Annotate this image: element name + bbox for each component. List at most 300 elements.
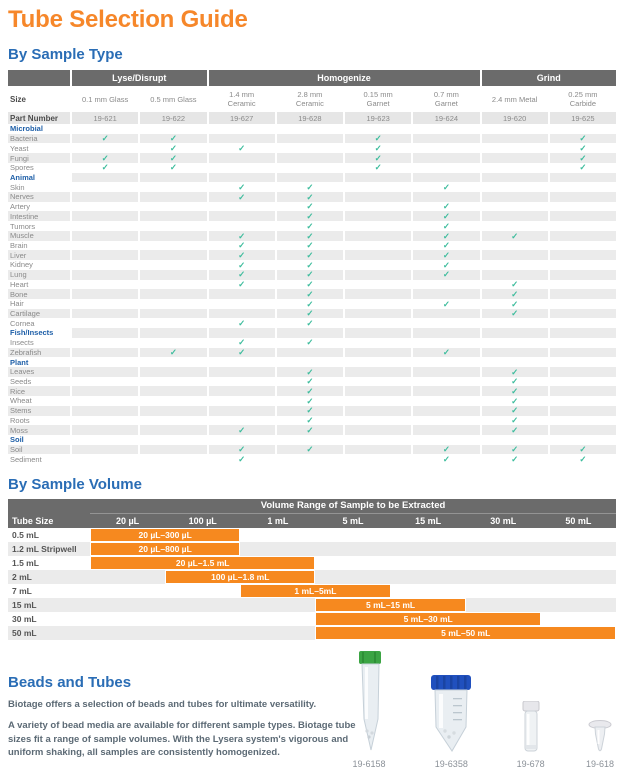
sample-row: [8, 202, 616, 212]
check-cell: [72, 328, 138, 338]
checkmark-icon: ✓: [306, 289, 314, 299]
check-cell: [277, 211, 343, 221]
sample-row: [8, 182, 616, 192]
check-cell: [72, 280, 138, 290]
sample-row: [8, 338, 616, 348]
volume-bar-area: [90, 598, 616, 612]
checkmark-icon: ✓: [442, 444, 450, 455]
checkmark-icon: ✓: [101, 153, 109, 163]
check-cell: [140, 416, 206, 426]
check-cell: [140, 241, 206, 251]
tube-microtube-flanged-icon: [586, 720, 614, 755]
sample-row: [8, 221, 616, 231]
sample-label: Fungi: [8, 153, 70, 163]
sample-label: Insects: [10, 338, 34, 348]
check-cell: [345, 241, 411, 251]
check-cell: [413, 163, 479, 173]
check-cell: [413, 435, 479, 445]
sample-row: [8, 192, 616, 202]
check-cell: [209, 425, 275, 435]
check-cell: [413, 338, 479, 348]
check-cell: [345, 260, 411, 270]
part-number-row-label: Part Number: [8, 112, 70, 124]
check-cell: [482, 231, 548, 241]
checkmark-icon: ✓: [511, 279, 519, 290]
check-cell: [140, 192, 206, 202]
check-cell: [413, 318, 479, 328]
checkmark-icon: ✓: [169, 133, 177, 144]
checkmark-icon: ✓: [238, 230, 246, 241]
check-cell: [550, 435, 616, 445]
check-cell: [550, 153, 616, 163]
tube-15ml-green-cap-icon: [352, 651, 386, 755]
sample-row: [8, 289, 616, 299]
check-cell: [550, 338, 616, 348]
check-cell: [72, 231, 138, 241]
checkmark-icon: ✓: [511, 405, 519, 416]
checkmark-icon: ✓: [238, 444, 246, 455]
check-cell: [72, 153, 138, 163]
checkmark-icon: ✓: [238, 143, 246, 154]
check-cell: [209, 270, 275, 280]
check-cell: [277, 396, 343, 406]
tube-part-number: 19-678: [516, 759, 545, 770]
sample-label: Nerves: [8, 192, 70, 202]
check-cell: [345, 396, 411, 406]
sample-row: [8, 386, 616, 396]
check-cell: [277, 124, 343, 134]
checkmark-icon: ✓: [442, 211, 450, 222]
volume-row: [8, 584, 616, 598]
checkmark-icon: ✓: [442, 347, 450, 358]
volume-range-bar: 20 µL–1.5 mL: [90, 556, 315, 570]
section-heading-by-sample-volume: By Sample Volume: [8, 476, 142, 494]
checkmark-icon: ✓: [511, 425, 519, 435]
sample-label: Intestine: [8, 211, 70, 221]
check-cell: [140, 202, 206, 212]
check-cell: [413, 202, 479, 212]
check-cell: [209, 153, 275, 163]
sample-type-table-group-header: [8, 70, 616, 86]
check-cell: [482, 241, 548, 251]
checkmark-icon: ✓: [511, 289, 519, 299]
check-cell: [277, 406, 343, 416]
check-cell: [550, 377, 616, 387]
check-cell: [413, 280, 479, 290]
check-cell: [482, 435, 548, 445]
check-cell: [550, 221, 616, 231]
check-cell: [209, 250, 275, 260]
volume-bar-area: [90, 626, 616, 640]
check-cell: [140, 338, 206, 348]
sample-row: [8, 318, 616, 328]
check-cell: [482, 211, 548, 221]
checkmark-icon: ✓: [238, 192, 246, 202]
checkmark-icon: ✓: [306, 405, 314, 416]
check-cell: [482, 134, 548, 144]
checkmark-icon: ✓: [306, 240, 314, 251]
check-cell: [345, 445, 411, 455]
checkmark-icon: ✓: [238, 279, 246, 290]
sample-row: [8, 348, 616, 358]
check-cell: [209, 386, 275, 396]
check-cell: [413, 143, 479, 153]
part-number: 19-627: [209, 112, 275, 124]
check-cell: [72, 163, 138, 173]
volume-row: [8, 612, 616, 626]
checkmark-icon: ✓: [238, 269, 246, 280]
check-cell: [277, 134, 343, 144]
check-cell: [345, 386, 411, 396]
check-cell: [72, 396, 138, 406]
check-cell: [277, 445, 343, 455]
check-cell: [345, 328, 411, 338]
check-cell: [550, 143, 616, 153]
sample-type-table-body: [8, 124, 616, 464]
check-cell: [140, 367, 206, 377]
checkmark-icon: ✓: [306, 425, 314, 435]
check-cell: [413, 221, 479, 231]
check-cell: [277, 192, 343, 202]
part-number: 19-622: [140, 112, 206, 124]
sample-label: Skin: [10, 182, 25, 192]
check-cell: [550, 241, 616, 251]
check-cell: [277, 250, 343, 260]
sample-label: Cartilage: [8, 309, 70, 319]
tube-size-label: 1.2 mL Stripwell: [12, 544, 77, 555]
check-cell: [277, 182, 343, 192]
volume-row: [8, 570, 616, 584]
tube-figure-2ml-vial: [517, 701, 545, 769]
check-cell: [72, 425, 138, 435]
check-cell: [550, 309, 616, 319]
check-cell: [277, 377, 343, 387]
sample-row: [8, 250, 616, 260]
check-cell: [140, 153, 206, 163]
checkmark-icon: ✓: [511, 308, 519, 319]
check-cell: [482, 348, 548, 358]
check-cell: [550, 231, 616, 241]
check-cell: [209, 134, 275, 144]
checkmark-icon: ✓: [306, 318, 314, 328]
check-cell: [72, 241, 138, 251]
check-cell: [413, 231, 479, 241]
checkmark-icon: ✓: [442, 298, 450, 309]
sample-type-table-size-row: [8, 86, 616, 112]
check-cell: [72, 202, 138, 212]
volume-column-label: 20 µL: [115, 516, 140, 527]
size-header: 0.15 mm Garnet: [363, 90, 393, 108]
sample-row: [8, 396, 616, 406]
tube-figure-microtube: [586, 720, 614, 769]
check-cell: [345, 289, 411, 299]
check-cell: [482, 328, 548, 338]
check-cell: [345, 221, 411, 231]
sample-volume-table-body: [8, 528, 616, 640]
volume-range-bar: 1 mL–5mL: [240, 584, 390, 598]
check-cell: [72, 211, 138, 221]
checkmark-icon: ✓: [374, 143, 382, 154]
check-cell: [209, 143, 275, 153]
checkmark-icon: ✓: [306, 415, 314, 426]
beads-body-paragraph: A variety of bead media are available for different sample types. Biotage tube sizes fit a range of sample volumes. With the Lysera system's vigorous and uniform shaking, all samples are consistently homogenized.: [8, 719, 356, 759]
sample-type-table: [8, 70, 616, 464]
check-cell: [413, 416, 479, 426]
check-cell: [209, 124, 275, 134]
check-cell: [72, 221, 138, 231]
check-cell: [550, 163, 616, 173]
check-cell: [72, 435, 138, 445]
check-cell: [277, 221, 343, 231]
check-cell: [482, 250, 548, 260]
check-cell: [209, 377, 275, 387]
checkmark-icon: ✓: [238, 318, 246, 328]
sample-label: Wheat: [10, 396, 32, 406]
check-cell: [550, 318, 616, 328]
check-cell: [209, 221, 275, 231]
group-header: Homogenize: [209, 70, 480, 86]
check-cell: [482, 260, 548, 270]
check-cell: [345, 406, 411, 416]
category-row: [8, 173, 616, 183]
sample-label: Bone: [8, 289, 70, 299]
sample-row: [8, 367, 616, 377]
check-cell: [550, 348, 616, 358]
volume-column-label: 5 mL: [342, 516, 364, 527]
tube-selection-guide-page: [0, 6, 624, 771]
category-label: Soil: [10, 435, 24, 445]
tube-size-label: 1.5 mL: [12, 558, 39, 569]
sample-label: Soil: [8, 445, 70, 455]
check-cell: [72, 250, 138, 260]
check-cell: [550, 328, 616, 338]
checkmark-icon: ✓: [511, 415, 519, 426]
check-cell: [140, 134, 206, 144]
check-cell: [209, 192, 275, 202]
page-title: Tube Selection Guide: [8, 6, 248, 33]
tube-size-column-label: Tube Size: [12, 516, 54, 527]
check-cell: [482, 143, 548, 153]
check-cell: [140, 124, 206, 134]
checkmark-icon: ✓: [169, 143, 177, 154]
check-cell: [482, 192, 548, 202]
checkmark-icon: ✓: [511, 444, 519, 455]
category-row: [8, 328, 616, 338]
check-cell: [72, 416, 138, 426]
checkmark-icon: ✓: [101, 133, 109, 144]
check-cell: [550, 192, 616, 202]
checkmark-icon: ✓: [442, 221, 450, 231]
check-cell: [72, 309, 138, 319]
check-cell: [140, 182, 206, 192]
sample-label: Seeds: [10, 377, 32, 387]
checkmark-icon: ✓: [306, 366, 314, 377]
sample-row: [8, 241, 616, 251]
check-cell: [209, 357, 275, 367]
check-cell: [550, 270, 616, 280]
volume-column-labels: [8, 514, 616, 528]
check-cell: [345, 182, 411, 192]
check-cell: [550, 182, 616, 192]
check-cell: [345, 153, 411, 163]
size-header: 0.1 mm Glass: [81, 94, 129, 104]
check-cell: [482, 318, 548, 328]
check-cell: [550, 280, 616, 290]
check-cell: [345, 367, 411, 377]
checkmark-icon: ✓: [306, 269, 314, 280]
group-header: Grind: [482, 70, 617, 86]
check-cell: [413, 124, 479, 134]
checkmark-icon: ✓: [511, 454, 519, 465]
check-cell: [72, 386, 138, 396]
check-cell: [277, 173, 343, 183]
volume-column-label: 50 mL: [565, 516, 592, 527]
check-cell: [413, 454, 479, 464]
check-cell: [209, 396, 275, 406]
checkmark-icon: ✓: [306, 221, 314, 231]
check-cell: [209, 231, 275, 241]
checkmark-icon: ✓: [442, 260, 450, 270]
check-cell: [209, 260, 275, 270]
check-cell: [277, 416, 343, 426]
checkmark-icon: ✓: [442, 201, 450, 212]
checkmark-icon: ✓: [579, 162, 587, 173]
sample-label: Brain: [10, 240, 28, 250]
sample-label: Rice: [8, 386, 70, 396]
checkmark-icon: ✓: [306, 260, 314, 270]
volume-bar-area: [90, 612, 616, 626]
volume-row: [8, 556, 616, 570]
check-cell: [345, 425, 411, 435]
check-cell: [482, 367, 548, 377]
check-cell: [140, 318, 206, 328]
check-cell: [413, 348, 479, 358]
check-cell: [209, 367, 275, 377]
check-cell: [345, 318, 411, 328]
check-cell: [345, 202, 411, 212]
check-cell: [550, 299, 616, 309]
beads-and-tubes-text: [8, 650, 360, 760]
check-cell: [277, 454, 343, 464]
tube-size-label: 7 mL: [12, 586, 32, 597]
check-cell: [277, 231, 343, 241]
part-number: 19-628: [277, 112, 343, 124]
check-cell: [550, 211, 616, 221]
check-cell: [209, 318, 275, 328]
sample-type-table-part-number-row: [8, 112, 616, 124]
volume-bar-area: [90, 584, 616, 598]
check-cell: [72, 270, 138, 280]
check-cell: [482, 124, 548, 134]
check-cell: [140, 280, 206, 290]
category-label: Microbial: [10, 124, 43, 134]
check-cell: [482, 454, 548, 464]
category-label: Fish/Insects: [10, 328, 54, 338]
sample-label: Artery: [10, 202, 31, 212]
check-cell: [345, 309, 411, 319]
check-cell: [140, 425, 206, 435]
beads-and-tubes-section: [8, 650, 616, 771]
check-cell: [209, 289, 275, 299]
sample-row: [8, 309, 616, 319]
checkmark-icon: ✓: [306, 201, 314, 212]
check-cell: [482, 396, 548, 406]
check-cell: [209, 211, 275, 221]
category-label: Plant: [10, 357, 29, 367]
checkmark-icon: ✓: [442, 454, 450, 465]
check-cell: [72, 406, 138, 416]
check-cell: [550, 416, 616, 426]
check-cell: [482, 416, 548, 426]
check-cell: [482, 153, 548, 163]
volume-range-bar: 20 µL–300 µL: [90, 528, 240, 542]
volume-bar-area: [90, 570, 616, 584]
check-cell: [72, 445, 138, 455]
group-header: Lyse/Disrupt: [72, 70, 207, 86]
sample-label: Yeast: [10, 143, 29, 153]
checkmark-icon: ✓: [101, 162, 109, 173]
check-cell: [209, 328, 275, 338]
tube-figure-50ml: [427, 675, 475, 769]
tube-size-label: 2 mL: [12, 572, 32, 583]
check-cell: [413, 425, 479, 435]
checkmark-icon: ✓: [511, 230, 519, 241]
checkmark-icon: ✓: [238, 260, 246, 270]
checkmark-icon: ✓: [306, 386, 314, 397]
category-row: [8, 435, 616, 445]
check-cell: [482, 309, 548, 319]
checkmark-icon: ✓: [306, 250, 314, 260]
volume-bar-area: [90, 528, 616, 542]
check-cell: [209, 299, 275, 309]
check-cell: [413, 250, 479, 260]
check-cell: [72, 134, 138, 144]
checkmark-icon: ✓: [579, 133, 587, 144]
check-cell: [413, 406, 479, 416]
check-cell: [72, 182, 138, 192]
checkmark-icon: ✓: [169, 162, 177, 173]
check-cell: [345, 173, 411, 183]
check-cell: [277, 289, 343, 299]
check-cell: [277, 348, 343, 358]
checkmark-icon: ✓: [374, 133, 382, 144]
size-header: 1.4 mm Ceramic: [227, 90, 256, 108]
check-cell: [345, 416, 411, 426]
section-heading-beads-and-tubes: Beads and Tubes: [8, 674, 132, 692]
sample-label: Kidney: [10, 260, 33, 270]
check-cell: [72, 377, 138, 387]
tube-size-label: 15 mL: [12, 600, 37, 611]
volume-bar-area: [90, 556, 616, 570]
check-cell: [277, 367, 343, 377]
check-cell: [482, 299, 548, 309]
sample-row: [8, 143, 616, 153]
check-cell: [550, 386, 616, 396]
check-cell: [72, 338, 138, 348]
check-cell: [482, 425, 548, 435]
check-cell: [209, 348, 275, 358]
check-cell: [140, 299, 206, 309]
part-number: 19-621: [72, 112, 138, 124]
check-cell: [413, 134, 479, 144]
check-cell: [72, 357, 138, 367]
volume-row: [8, 598, 616, 612]
sample-row: [8, 454, 616, 464]
check-cell: [482, 202, 548, 212]
check-cell: [345, 270, 411, 280]
part-number: 19-623: [345, 112, 411, 124]
check-cell: [345, 163, 411, 173]
